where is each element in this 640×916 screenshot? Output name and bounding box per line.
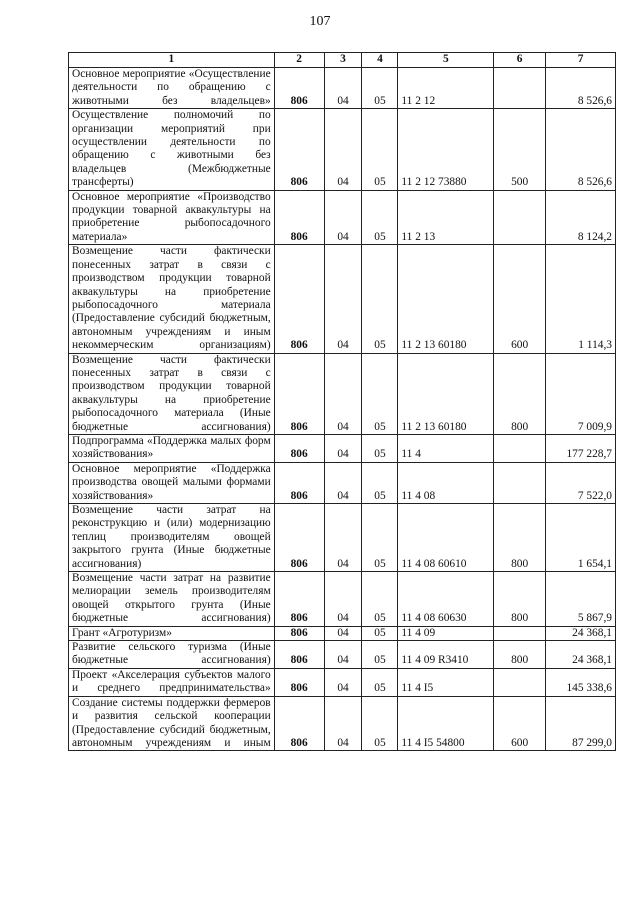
row-section-code: 04 <box>324 668 362 696</box>
row-subsection-code: 05 <box>362 109 398 190</box>
row-ministry-code: 806 <box>274 190 324 245</box>
row-target-article: 11 2 13 <box>398 190 494 245</box>
row-ministry-code: 806 <box>274 572 324 627</box>
table-row <box>69 434 616 462</box>
row-amount: 7 009,9 <box>546 353 616 434</box>
row-description: Грант «Агротуризм» <box>69 626 275 640</box>
row-subsection-code: 05 <box>362 190 398 245</box>
row-ministry-code: 806 <box>274 434 324 462</box>
table-row <box>69 504 616 572</box>
table-row <box>69 696 616 751</box>
row-ministry-code: 806 <box>274 641 324 669</box>
row-subsection-code: 05 <box>362 353 398 434</box>
row-amount: 8 526,6 <box>546 68 616 109</box>
header-col-6: 6 <box>494 53 546 68</box>
row-target-article: 11 4 I5 <box>398 668 494 696</box>
row-expense-type: 600 <box>494 696 546 751</box>
row-description: Основное мероприятие «Производство продукции товарной аквакультуры на приобретение рыбопосадочного материала» <box>69 190 275 245</box>
row-section-code: 04 <box>324 353 362 434</box>
row-section-code: 04 <box>324 572 362 627</box>
row-target-article: 11 4 08 60630 <box>398 572 494 627</box>
row-amount: 177 228,7 <box>546 434 616 462</box>
row-subsection-code: 05 <box>362 434 398 462</box>
row-expense-type: 800 <box>494 641 546 669</box>
row-description: Развитие сельского туризма (Иные бюджетные ассигнования) <box>69 641 275 669</box>
row-target-article: 11 2 13 60180 <box>398 245 494 353</box>
header-col-1: 1 <box>69 53 275 68</box>
table-row <box>69 245 616 353</box>
table-row <box>69 190 616 245</box>
row-amount: 8 124,2 <box>546 190 616 245</box>
row-amount: 5 867,9 <box>546 572 616 627</box>
row-expense-type <box>494 434 546 462</box>
header-col-7: 7 <box>546 53 616 68</box>
row-ministry-code: 806 <box>274 68 324 109</box>
row-subsection-code: 05 <box>362 504 398 572</box>
row-target-article: 11 2 12 73880 <box>398 109 494 190</box>
row-subsection-code: 05 <box>362 245 398 353</box>
row-subsection-code: 05 <box>362 626 398 640</box>
row-target-article: 11 4 I5 54800 <box>398 696 494 751</box>
row-target-article: 11 4 09 <box>398 626 494 640</box>
table-row <box>69 353 616 434</box>
row-expense-type: 500 <box>494 109 546 190</box>
header-col-5: 5 <box>398 53 494 68</box>
row-target-article: 11 4 09 R3410 <box>398 641 494 669</box>
row-section-code: 04 <box>324 696 362 751</box>
row-section-code: 04 <box>324 504 362 572</box>
row-description: Возмещение части затрат на реконструкцию и (или) модернизацию теплиц производителям овощей закрытого грунта (Иные бюджетные ассигнования) <box>69 504 275 572</box>
row-description: Основное мероприятие «Поддержка производства овощей малыми формами хозяйствования» <box>69 462 275 503</box>
row-target-article: 11 4 08 <box>398 462 494 503</box>
row-ministry-code: 806 <box>274 668 324 696</box>
row-section-code: 04 <box>324 190 362 245</box>
row-description: Подпрограмма «Поддержка малых форм хозяйствования» <box>69 434 275 462</box>
row-subsection-code: 05 <box>362 68 398 109</box>
row-ministry-code: 806 <box>274 696 324 751</box>
row-amount: 1 114,3 <box>546 245 616 353</box>
row-expense-type <box>494 68 546 109</box>
row-section-code: 04 <box>324 641 362 669</box>
row-amount: 8 526,6 <box>546 109 616 190</box>
row-description: Возмещение части фактически понесенных затрат в связи с производством продукции товарной аквакультуры на приобретение рыбопосадочного материала (Иные бюджетные ассигнования) <box>69 353 275 434</box>
table-row <box>69 109 616 190</box>
row-description: Создание системы поддержки фермеров и развития сельской кооперации (Предоставление субсидий бюджетным, автономным учреждениям и иным <box>69 696 275 751</box>
row-ministry-code: 806 <box>274 353 324 434</box>
row-amount: 87 299,0 <box>546 696 616 751</box>
row-section-code: 04 <box>324 626 362 640</box>
table-row <box>69 626 616 640</box>
row-subsection-code: 05 <box>362 462 398 503</box>
row-section-code: 04 <box>324 462 362 503</box>
row-section-code: 04 <box>324 68 362 109</box>
row-ministry-code: 806 <box>274 245 324 353</box>
row-description: Проект «Акселерация субъектов малого и среднего предпринимательства» <box>69 668 275 696</box>
row-subsection-code: 05 <box>362 696 398 751</box>
row-description: Возмещение части фактически понесенных затрат в связи с производством продукции товарной аквакультуры на приобретение рыбопосадочного материала (Предоставление субсидий бюджетным, автономным учреждениям и иным некоммерческим организациям) <box>69 245 275 353</box>
header-col-4: 4 <box>362 53 398 68</box>
row-expense-type <box>494 462 546 503</box>
row-amount: 145 338,6 <box>546 668 616 696</box>
table-row <box>69 68 616 109</box>
table-header-row <box>69 53 616 68</box>
header-col-2: 2 <box>274 53 324 68</box>
page-number: 107 <box>309 14 331 29</box>
row-description: Основное мероприятие «Осуществление деятельности по обращению с животными без владельцев» <box>69 68 275 109</box>
row-description: Возмещение части затрат на развитие мелиорации земель производителям овощей открытого грунта (Иные бюджетные ассигнования) <box>69 572 275 627</box>
budget-table <box>68 52 616 751</box>
row-expense-type <box>494 190 546 245</box>
row-expense-type <box>494 668 546 696</box>
row-amount: 1 654,1 <box>546 504 616 572</box>
row-subsection-code: 05 <box>362 641 398 669</box>
header-col-3: 3 <box>324 53 362 68</box>
table-row <box>69 641 616 669</box>
row-amount: 7 522,0 <box>546 462 616 503</box>
row-amount: 24 368,1 <box>546 626 616 640</box>
row-ministry-code: 806 <box>274 504 324 572</box>
row-expense-type: 600 <box>494 245 546 353</box>
row-expense-type: 800 <box>494 353 546 434</box>
row-target-article: 11 2 13 60180 <box>398 353 494 434</box>
row-target-article: 11 2 12 <box>398 68 494 109</box>
row-ministry-code: 806 <box>274 626 324 640</box>
row-expense-type: 800 <box>494 572 546 627</box>
row-section-code: 04 <box>324 109 362 190</box>
row-target-article: 11 4 08 60610 <box>398 504 494 572</box>
row-subsection-code: 05 <box>362 668 398 696</box>
table-row <box>69 572 616 627</box>
row-expense-type: 800 <box>494 504 546 572</box>
row-expense-type <box>494 626 546 640</box>
row-amount: 24 368,1 <box>546 641 616 669</box>
row-ministry-code: 806 <box>274 462 324 503</box>
row-section-code: 04 <box>324 245 362 353</box>
table-row <box>69 668 616 696</box>
row-subsection-code: 05 <box>362 572 398 627</box>
row-target-article: 11 4 <box>398 434 494 462</box>
row-description: Осуществление полномочий по организации мероприятий при осуществлении деятельности по обращению с животными без владельцев (Межбюджетные трансферты) <box>69 109 275 190</box>
row-section-code: 04 <box>324 434 362 462</box>
row-ministry-code: 806 <box>274 109 324 190</box>
table-row <box>69 462 616 503</box>
